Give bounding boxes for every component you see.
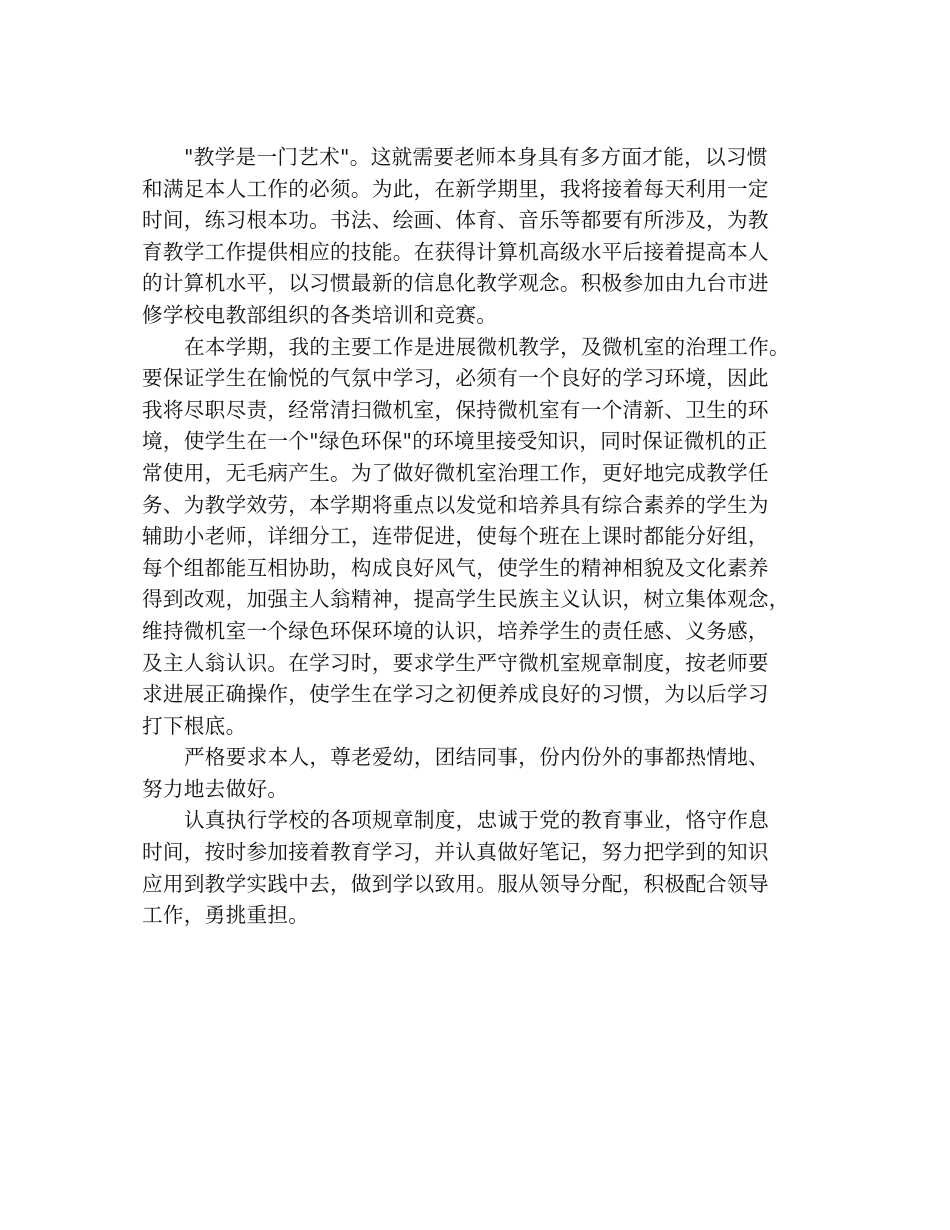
paragraph-line: 我将尽职尽责，经常清扫微机室，保持微机室有一个清新、卫生的环 <box>142 397 769 422</box>
paragraph-line: 工作，勇挑重担。 <box>142 903 310 928</box>
paragraph-line: 育教学工作提供相应的技能。在获得计算机高级水平后接着提高本人 <box>142 239 769 264</box>
paragraph-line: 时间，按时参加接着教育学习，并认真做好笔记，努力把学到的知识 <box>142 840 769 865</box>
paragraph-line: "教学是一门艺术"。这就需要老师本身具有多方面才能，以习惯 <box>184 145 768 169</box>
paragraph-line: 修学校电教部组织的各类培训和竞赛。 <box>142 302 498 327</box>
paragraph-line: 严格要求本人，尊老爱幼，团结同事，份内份外的事都热情地、 <box>184 745 770 770</box>
paragraph-line: 境，使学生在一个"绿色环保"的环境里接受知识，同时保证微机的正 <box>142 429 768 454</box>
paragraph-line: 每个组都能互相协助，构成良好风气，使学生的精神相貌及文化素养 <box>142 555 769 580</box>
paragraph-line: 及主人翁认识。在学习时，要求学生严守微机室规章制度，按老师要 <box>142 650 769 675</box>
paragraph-line: 辅助小老师，详细分工，连带促进，使每个班在上课时都能分好组， <box>142 524 769 549</box>
paragraph-line: 得到改观，加强主人翁精神，提高学生民族主义认识，树立集体观念， <box>142 587 790 612</box>
paragraph-line: 应用到教学实践中去，做到学以致用。服从领导分配，积极配合领导 <box>142 871 769 896</box>
paragraph-4 <box>142 805 822 931</box>
paragraph-2 <box>142 332 822 743</box>
paragraph-line: 时间，练习根本功。书法、绘画、体育、音乐等都要有所涉及，为教 <box>142 208 769 233</box>
paragraph-line: 要保证学生在愉悦的气氛中学习，必须有一个良好的学习环境，因此 <box>142 366 769 391</box>
paragraph-line: 认真执行学校的各项规章制度，忠诚于党的教育事业，恪守作息 <box>184 808 770 833</box>
paragraph-line: 在本学期，我的主要工作是进展微机教学，及微机室的治理工作。 <box>184 334 790 359</box>
paragraph-line: 和满足本人工作的必须。为此，在新学期里，我将接着每天利用一定 <box>142 176 769 201</box>
paragraph-3 <box>142 742 822 805</box>
paragraph-line: 努力地去做好。 <box>142 776 289 801</box>
paragraph-line: 常使用，无毛病产生。为了做好微机室治理工作，更好地完成教学任 <box>142 460 769 485</box>
paragraph-line: 务、为教学效劳，本学期将重点以发觉和培养具有综合素养的学生为 <box>142 492 769 517</box>
paragraph-line: 求进展正确操作，使学生在学习之初便养成良好的习惯，为以后学习 <box>142 682 769 707</box>
paragraph-line: 的计算机水平，以习惯最新的信息化教学观念。积极参加由九台市进 <box>142 271 769 296</box>
paragraph-line: 维持微机室一个绿色环保环境的认识，培养学生的责任感、义务感， <box>142 618 769 643</box>
paragraph-line: 打下根底。 <box>142 713 247 738</box>
document-body <box>142 142 822 932</box>
paragraph-1 <box>142 142 822 332</box>
